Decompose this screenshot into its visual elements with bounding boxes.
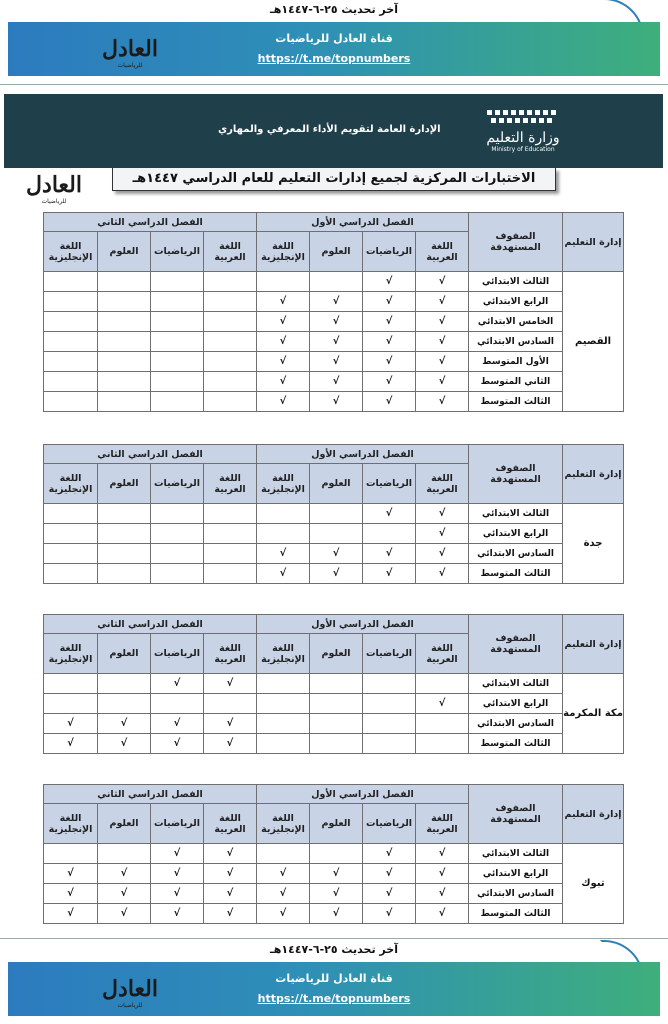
check-mark-cell: √ [257, 544, 310, 564]
page-title: الاختبارات المركزية لجميع إدارات التعليم للعام الدراسي ١٤٤٧هـ [112, 168, 556, 191]
grade-cell: الأول المتوسط [469, 352, 563, 372]
empty-cell [257, 844, 310, 864]
empty-cell [151, 544, 204, 564]
grade-cell: الثالث المتوسط [469, 392, 563, 412]
empty-cell [98, 694, 151, 714]
empty-cell [44, 504, 98, 524]
grade-cell: الرابع الابتدائي [469, 694, 563, 714]
subject-arabic-header: اللغة العربية [416, 232, 469, 272]
subject-math-header: الرياضيات [363, 464, 416, 504]
subject-science-header: العلوم [98, 634, 151, 674]
grade-cell: الرابع الابتدائي [469, 292, 563, 312]
empty-cell [257, 524, 310, 544]
ministry-name-en: Ministry of Education [491, 146, 555, 153]
grade-cell: الثالث الابتدائي [469, 674, 563, 694]
term2-header: الفصل الدراسي الثاني [44, 785, 257, 804]
check-mark-cell: √ [44, 904, 98, 924]
region-header: إدارة التعليم [563, 213, 624, 272]
department-name: الإدارة العامة لتقويم الأداء المعرفي والمهاري [218, 124, 441, 135]
table-row [44, 392, 624, 412]
check-mark-cell: √ [151, 864, 204, 884]
grade-cell: الرابع الابتدائي [469, 864, 563, 884]
empty-cell [363, 734, 416, 754]
check-mark-cell: √ [363, 544, 416, 564]
check-mark-cell: √ [363, 564, 416, 584]
empty-cell [44, 524, 98, 544]
table-row [44, 544, 624, 564]
check-mark-cell: √ [98, 904, 151, 924]
empty-cell [151, 352, 204, 372]
check-mark-cell: √ [416, 372, 469, 392]
table-row [44, 352, 624, 372]
empty-cell [151, 372, 204, 392]
exam-table-makkah [43, 614, 624, 754]
check-mark-cell: √ [416, 312, 469, 332]
subject-math-header: الرياضيات [363, 804, 416, 844]
side-logo-sub: للرياضيات [41, 198, 67, 205]
channel-logo-text: العادل [102, 36, 158, 62]
grade-cell: السادس الابتدائي [469, 332, 563, 352]
empty-cell [151, 272, 204, 292]
empty-cell [416, 714, 469, 734]
subject-arabic-header: اللغة العربية [416, 464, 469, 504]
table-row [44, 292, 624, 312]
grade-cell: السادس الابتدائي [469, 544, 563, 564]
channel-logo [90, 972, 170, 1010]
empty-cell [98, 372, 151, 392]
check-mark-cell: √ [310, 884, 363, 904]
channel-link[interactable]: https://t.me/topnumbers [257, 52, 411, 65]
grades-header: الصفوف المستهدفة [469, 213, 563, 272]
empty-cell [204, 352, 257, 372]
empty-cell [151, 332, 204, 352]
empty-cell [204, 292, 257, 312]
empty-cell [310, 734, 363, 754]
check-mark-cell: √ [204, 714, 257, 734]
empty-cell [44, 674, 98, 694]
exam-table-jeddah [43, 444, 624, 584]
empty-cell [416, 734, 469, 754]
table-body [44, 674, 624, 754]
empty-cell [44, 332, 98, 352]
check-mark-cell: √ [257, 312, 310, 332]
subject-arabic-header: اللغة العربية [416, 804, 469, 844]
check-mark-cell: √ [204, 674, 257, 694]
term1-header: الفصل الدراسي الأول [257, 445, 469, 464]
check-mark-cell: √ [310, 352, 363, 372]
empty-cell [204, 332, 257, 352]
check-mark-cell: √ [416, 352, 469, 372]
subject-english-header: اللغة الإنجليزية [257, 804, 310, 844]
channel-logo-sub: للرياضيات [117, 1002, 143, 1009]
subject-english-header: اللغة الإنجليزية [257, 634, 310, 674]
check-mark-cell: √ [416, 392, 469, 412]
check-mark-cell: √ [363, 844, 416, 864]
check-mark-cell: √ [363, 272, 416, 292]
check-mark-cell: √ [204, 884, 257, 904]
empty-cell [151, 312, 204, 332]
check-mark-cell: √ [257, 884, 310, 904]
divider [0, 938, 668, 939]
check-mark-cell: √ [310, 564, 363, 584]
check-mark-cell: √ [310, 392, 363, 412]
check-mark-cell: √ [151, 904, 204, 924]
check-mark-cell: √ [363, 332, 416, 352]
grade-cell: الثالث المتوسط [469, 734, 563, 754]
check-mark-cell: √ [416, 694, 469, 714]
check-mark-cell: √ [310, 312, 363, 332]
grade-cell: الثالث الابتدائي [469, 272, 563, 292]
region-cell: تبوك [563, 844, 624, 924]
empty-cell [98, 332, 151, 352]
grades-header: الصفوف المستهدفة [469, 445, 563, 504]
region-header: إدارة التعليم [563, 785, 624, 844]
subject-arabic-header: اللغة العربية [416, 634, 469, 674]
subject-english-header: اللغة الإنجليزية [257, 464, 310, 504]
channel-banner-top [8, 22, 660, 76]
grades-header: الصفوف المستهدفة [469, 615, 563, 674]
empty-cell [98, 564, 151, 584]
empty-cell [363, 674, 416, 694]
term2-header: الفصل الدراسي الثاني [44, 445, 257, 464]
check-mark-cell: √ [416, 564, 469, 584]
check-mark-cell: √ [310, 544, 363, 564]
check-mark-cell: √ [310, 332, 363, 352]
empty-cell [204, 392, 257, 412]
check-mark-cell: √ [416, 864, 469, 884]
subject-science-header: العلوم [310, 634, 363, 674]
subject-science-header: العلوم [310, 804, 363, 844]
check-mark-cell: √ [310, 292, 363, 312]
grade-cell: السادس الابتدائي [469, 714, 563, 734]
check-mark-cell: √ [363, 904, 416, 924]
subject-math-header: الرياضيات [151, 804, 204, 844]
empty-cell [204, 372, 257, 392]
check-mark-cell: √ [363, 352, 416, 372]
check-mark-cell: √ [151, 844, 204, 864]
check-mark-cell: √ [257, 392, 310, 412]
empty-cell [98, 272, 151, 292]
check-mark-cell: √ [363, 292, 416, 312]
table-row [44, 272, 624, 292]
table-row [44, 312, 624, 332]
channel-logo-side [14, 166, 94, 206]
empty-cell [257, 734, 310, 754]
grade-cell: الثالث الابتدائي [469, 504, 563, 524]
check-mark-cell: √ [257, 864, 310, 884]
empty-cell [257, 714, 310, 734]
check-mark-cell: √ [257, 904, 310, 924]
empty-cell [204, 504, 257, 524]
subject-science-header: العلوم [98, 232, 151, 272]
check-mark-cell: √ [44, 714, 98, 734]
check-mark-cell: √ [363, 504, 416, 524]
empty-cell [257, 272, 310, 292]
table-body [44, 504, 624, 584]
region-cell: القصيم [563, 272, 624, 412]
empty-cell [44, 272, 98, 292]
term2-header: الفصل الدراسي الثاني [44, 615, 257, 634]
check-mark-cell: √ [416, 844, 469, 864]
region-header: إدارة التعليم [563, 615, 624, 674]
empty-cell [151, 504, 204, 524]
empty-cell [204, 272, 257, 292]
check-mark-cell: √ [151, 884, 204, 904]
table-row [44, 332, 624, 352]
empty-cell [363, 694, 416, 714]
channel-logo [90, 32, 170, 70]
empty-cell [257, 674, 310, 694]
empty-cell [416, 674, 469, 694]
table-row [44, 504, 624, 524]
ministry-logo [478, 108, 568, 158]
check-mark-cell: √ [363, 312, 416, 332]
empty-cell [98, 524, 151, 544]
grade-cell: الثالث المتوسط [469, 904, 563, 924]
check-mark-cell: √ [204, 864, 257, 884]
empty-cell [98, 292, 151, 312]
empty-cell [98, 352, 151, 372]
check-mark-cell: √ [363, 392, 416, 412]
check-mark-cell: √ [44, 884, 98, 904]
empty-cell [151, 292, 204, 312]
table-row [44, 564, 624, 584]
table-row [44, 714, 624, 734]
table-row [44, 904, 624, 924]
empty-cell [257, 694, 310, 714]
empty-cell [204, 544, 257, 564]
check-mark-cell: √ [257, 564, 310, 584]
empty-cell [44, 352, 98, 372]
subject-arabic-header: اللغة العربية [204, 804, 257, 844]
check-mark-cell: √ [151, 734, 204, 754]
check-mark-cell: √ [363, 864, 416, 884]
exam-table-qassim [43, 212, 624, 412]
channel-logo-sub: للرياضيات [117, 62, 143, 69]
subject-math-header: الرياضيات [151, 232, 204, 272]
subject-arabic-header: اللغة العربية [204, 634, 257, 674]
term1-header: الفصل الدراسي الأول [257, 615, 469, 634]
subject-math-header: الرياضيات [363, 634, 416, 674]
check-mark-cell: √ [257, 292, 310, 312]
check-mark-cell: √ [363, 372, 416, 392]
check-mark-cell: √ [416, 884, 469, 904]
check-mark-cell: √ [98, 884, 151, 904]
empty-cell [310, 694, 363, 714]
grade-cell: الثالث الابتدائي [469, 844, 563, 864]
empty-cell [310, 504, 363, 524]
check-mark-cell: √ [416, 524, 469, 544]
empty-cell [98, 674, 151, 694]
subject-english-header: اللغة الإنجليزية [44, 464, 98, 504]
empty-cell [44, 844, 98, 864]
term2-header: الفصل الدراسي الثاني [44, 213, 257, 232]
subject-english-header: اللغة الإنجليزية [257, 232, 310, 272]
channel-logo-text: العادل [102, 976, 158, 1002]
check-mark-cell: √ [416, 272, 469, 292]
check-mark-cell: √ [98, 734, 151, 754]
empty-cell [151, 392, 204, 412]
check-mark-cell: √ [44, 864, 98, 884]
empty-cell [44, 544, 98, 564]
region-cell: جدة [563, 504, 624, 584]
table-row [44, 694, 624, 714]
grade-cell: السادس الابتدائي [469, 884, 563, 904]
table-row [44, 674, 624, 694]
subject-science-header: العلوم [98, 804, 151, 844]
region-cell: مكة المكرمة [563, 674, 624, 754]
empty-cell [44, 694, 98, 714]
empty-cell [151, 564, 204, 584]
check-mark-cell: √ [310, 904, 363, 924]
check-mark-cell: √ [204, 844, 257, 864]
empty-cell [310, 674, 363, 694]
check-mark-cell: √ [416, 332, 469, 352]
table-row [44, 864, 624, 884]
check-mark-cell: √ [257, 332, 310, 352]
empty-cell [44, 312, 98, 332]
table-row [44, 884, 624, 904]
exam-table-tabuk [43, 784, 624, 924]
channel-banner-bottom [8, 962, 660, 1016]
ministry-dots-icon [485, 108, 561, 126]
subject-arabic-header: اللغة العربية [204, 464, 257, 504]
update-note-bottom: آخر تحديث ٢٥-٦-١٤٤٧هـ [270, 943, 398, 956]
channel-name: قناة العادل للرياضيات [275, 972, 393, 985]
channel-name: قناة العادل للرياضيات [275, 32, 393, 45]
check-mark-cell: √ [416, 504, 469, 524]
empty-cell [151, 694, 204, 714]
ministry-name-ar: وزارة التعليم [486, 130, 560, 146]
empty-cell [363, 714, 416, 734]
subject-english-header: اللغة الإنجليزية [44, 232, 98, 272]
empty-cell [204, 564, 257, 584]
check-mark-cell: √ [204, 904, 257, 924]
check-mark-cell: √ [310, 372, 363, 392]
grade-cell: الثالث المتوسط [469, 564, 563, 584]
check-mark-cell: √ [151, 714, 204, 734]
subject-science-header: العلوم [310, 464, 363, 504]
table-body [44, 272, 624, 412]
grade-cell: الخامس الابتدائي [469, 312, 563, 332]
table-row [44, 372, 624, 392]
subject-math-header: الرياضيات [151, 464, 204, 504]
empty-cell [98, 544, 151, 564]
grade-cell: الثاني المتوسط [469, 372, 563, 392]
check-mark-cell: √ [44, 734, 98, 754]
grade-cell: الرابع الابتدائي [469, 524, 563, 544]
divider [0, 84, 668, 85]
update-note-top: آخر تحديث ٢٥-٦-١٤٤٧هـ [270, 3, 398, 16]
check-mark-cell: √ [151, 674, 204, 694]
check-mark-cell: √ [310, 864, 363, 884]
table-row [44, 734, 624, 754]
empty-cell [44, 372, 98, 392]
empty-cell [257, 504, 310, 524]
grades-header: الصفوف المستهدفة [469, 785, 563, 844]
subject-math-header: الرياضيات [151, 634, 204, 674]
subject-arabic-header: اللغة العربية [204, 232, 257, 272]
subject-science-header: العلوم [310, 232, 363, 272]
check-mark-cell: √ [98, 714, 151, 734]
table-row [44, 844, 624, 864]
empty-cell [204, 524, 257, 544]
region-header: إدارة التعليم [563, 445, 624, 504]
table-body [44, 844, 624, 924]
empty-cell [310, 714, 363, 734]
check-mark-cell: √ [416, 904, 469, 924]
term1-header: الفصل الدراسي الأول [257, 213, 469, 232]
subject-english-header: اللغة الإنجليزية [44, 804, 98, 844]
check-mark-cell: √ [416, 292, 469, 312]
channel-link[interactable]: https://t.me/topnumbers [257, 992, 411, 1005]
side-logo-text: العادل [26, 172, 82, 198]
empty-cell [98, 392, 151, 412]
subject-science-header: العلوم [98, 464, 151, 504]
empty-cell [151, 524, 204, 544]
check-mark-cell: √ [257, 352, 310, 372]
check-mark-cell: √ [363, 884, 416, 904]
empty-cell [98, 504, 151, 524]
subject-english-header: اللغة الإنجليزية [44, 634, 98, 674]
empty-cell [98, 844, 151, 864]
empty-cell [204, 694, 257, 714]
ministry-header [4, 94, 663, 168]
check-mark-cell: √ [98, 864, 151, 884]
table-row [44, 524, 624, 544]
empty-cell [44, 292, 98, 312]
empty-cell [98, 312, 151, 332]
empty-cell [44, 564, 98, 584]
subject-math-header: الرياضيات [363, 232, 416, 272]
empty-cell [204, 312, 257, 332]
empty-cell [310, 272, 363, 292]
check-mark-cell: √ [204, 734, 257, 754]
check-mark-cell: √ [257, 372, 310, 392]
check-mark-cell: √ [416, 544, 469, 564]
empty-cell [310, 524, 363, 544]
empty-cell [363, 524, 416, 544]
empty-cell [44, 392, 98, 412]
term1-header: الفصل الدراسي الأول [257, 785, 469, 804]
empty-cell [310, 844, 363, 864]
